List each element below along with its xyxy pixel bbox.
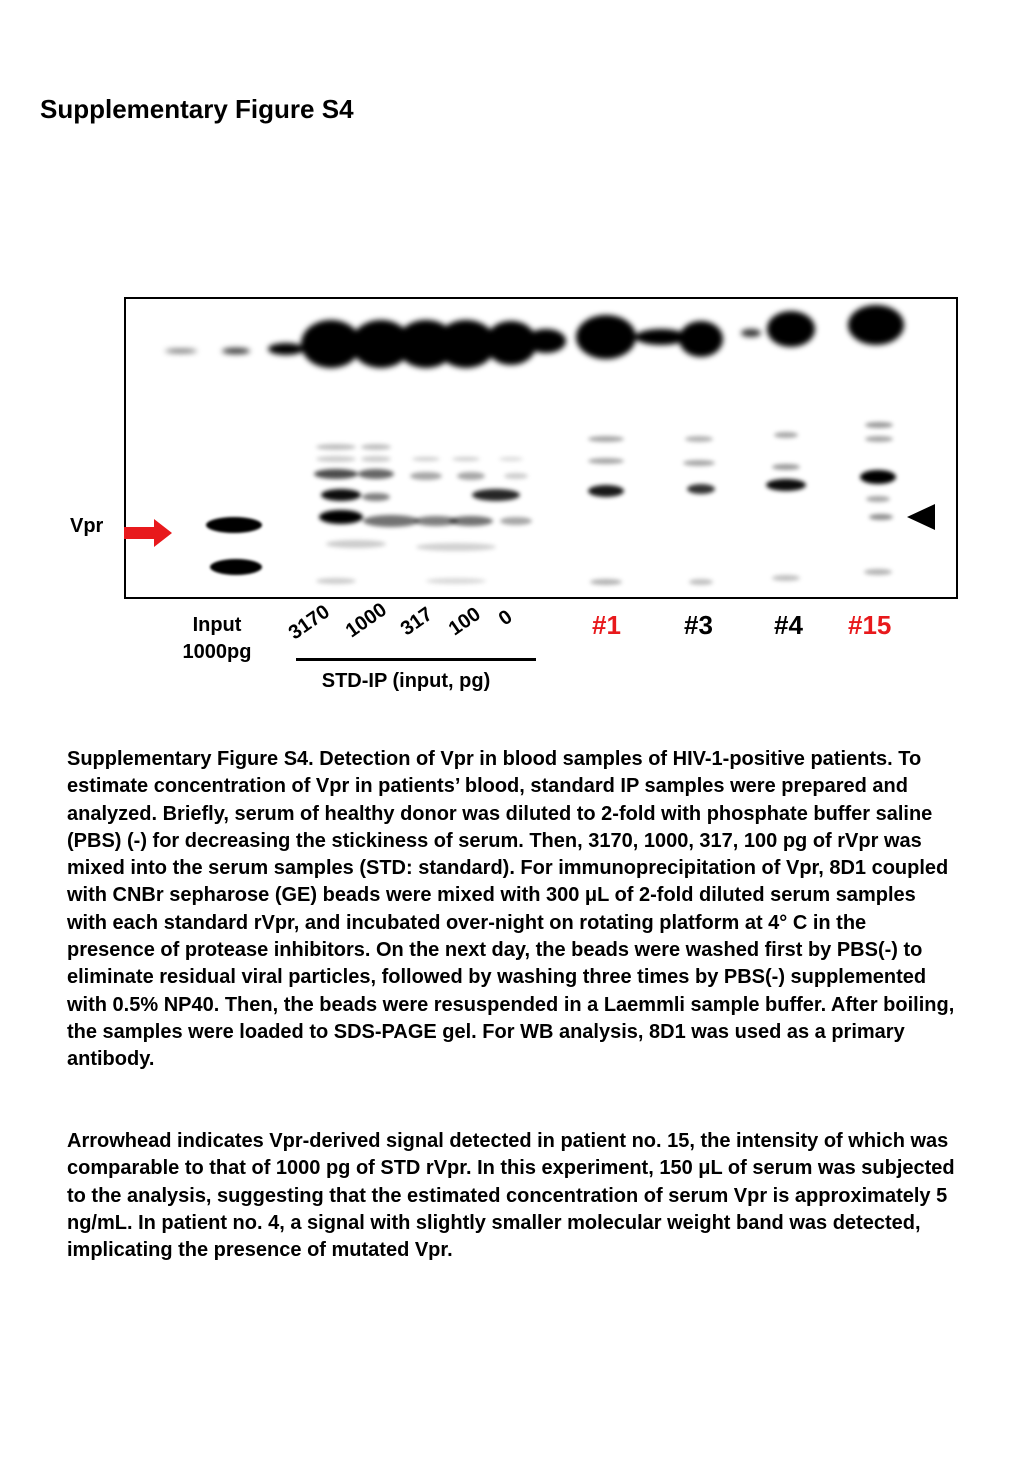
- input-lane-label: [172, 612, 262, 666]
- input-label-line2: 1000pg: [182, 641, 252, 663]
- caption-paragraph: Supplementary Figure S4. Detection of Vpr in blood samples of HIV-1-positive patients. To estimate concentration of Vpr in patients’ blood, standard IP samples were prepared and analyzed. Briefly, serum of healthy donor was diluted to 2-fold with phosphate buffer saline (PBS) (-) for decreasing the stickiness of serum. Then, 3170, 1000, 317, 100 pg of rVpr was mixed into the serum samples (STD: standard). For immunoprecipitation of Vpr, 8D1 coupled with CNBr sepharose (GE) beads were mixed with 300 μL of 2-fold diluted serum samples with each standard rVpr, and incubated over-night on rotating platform at 4° C in the presence of protease inhibitors. On the next day, the beads were washed first by PBS(-) to eliminate residual viral particles, followed by washing three times by PBS(-) supplemented with 0.5% NP40. Then, the beads were resuspended in a Laemmli sample buffer. After boiling, the samples were loaded to SDS-PAGE gel. For WB analysis, 8D1 was used as a primary antibody.: [67, 748, 955, 1071]
- std-group-label: STD-IP (input, pg): [321, 670, 491, 692]
- arrowhead-icon: [907, 504, 935, 530]
- patient-label: #1: [592, 610, 621, 640]
- caption-paragraph: Arrowhead indicates Vpr-derived signal detected in patient no. 15, the intensity of which was comparable to that of 1000 pg of STD rVpr. In this experiment, 150 μL of serum was subjected to the analysis, suggesting that the estimated concentration of serum Vpr is approximately 5 ng/mL. In patient no. 4, a signal with slightly smaller molecular weight band was detected, implicating the presence of mutated Vpr.: [67, 1130, 955, 1262]
- std-bracket-line: [296, 658, 536, 661]
- figure-title: Supplementary Figure S4: [40, 94, 354, 124]
- std-lane-label: 3170: [284, 600, 334, 645]
- std-lane-label: 317: [396, 603, 437, 641]
- std-lane-label: 0: [494, 605, 517, 631]
- std-lane-label: 1000: [341, 598, 391, 643]
- input-label-line1: Input: [192, 614, 242, 636]
- std-lane-label: 100: [444, 603, 485, 641]
- vpr-label: Vpr: [70, 515, 104, 537]
- vpr-arrow-icon: [124, 519, 172, 547]
- western-blot-image: [124, 297, 958, 599]
- patient-label: #4: [774, 610, 803, 640]
- patient-label: #3: [684, 610, 713, 640]
- patient-label: #15: [848, 610, 892, 640]
